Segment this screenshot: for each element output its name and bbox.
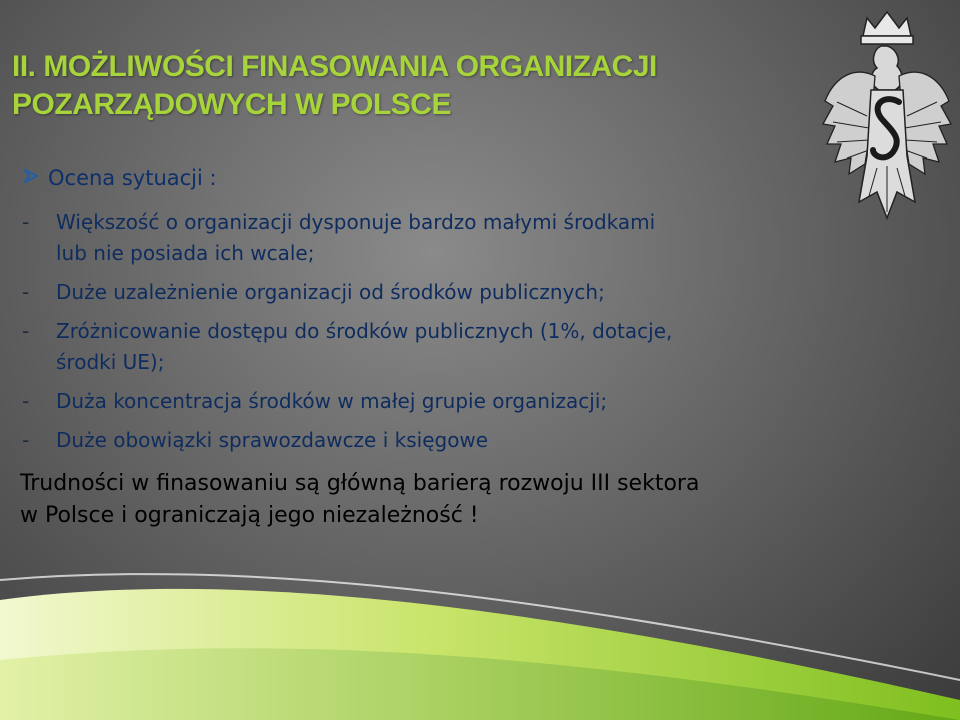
conclusion [20, 468, 902, 532]
item-dash: - [22, 319, 30, 343]
decorative-ribbon [0, 560, 960, 720]
title-line-1: II. MOŻLIWOŚCI FINASOWANIA ORGANIZACJI [12, 50, 657, 83]
list-item [22, 425, 902, 456]
item-line-2: lub nie posiada ich wcale; [56, 241, 315, 265]
item-dash: - [22, 389, 30, 413]
item-line-1: Duża koncentracja środków w małej grupie organizacji; [56, 389, 608, 413]
item-dash: - [22, 428, 30, 452]
lead-text: Ocena sytuacji : [48, 166, 217, 190]
item-text [56, 316, 672, 378]
item-text [56, 277, 605, 308]
item-text [56, 425, 488, 456]
list-item [22, 386, 902, 417]
arrowhead-icon [22, 166, 48, 190]
lead-bullet [22, 166, 902, 190]
item-dash: - [22, 210, 30, 234]
item-line-1: Większość o organizacji dysponuje bardzo małymi środkami [56, 210, 656, 234]
title-line-2: POZARZĄDOWYCH W POLSCE [12, 88, 451, 121]
item-line-2: środki UE); [56, 350, 165, 374]
item-line-1: Duże uzależnienie organizacji od środków publicznych; [56, 280, 605, 304]
item-line-1: Zróżnicowanie dostępu do środków publicznych (1%, dotacje, [56, 319, 673, 343]
list-item [22, 277, 902, 308]
item-text [56, 386, 607, 417]
item-text [56, 207, 655, 269]
list-item [22, 207, 902, 269]
item-line-1: Duże obowiązki sprawozdawcze i księgowe [56, 428, 489, 452]
conclusion-line-1: Trudności w finasowaniu są główną barierą rozwoju III sektora [20, 471, 700, 496]
item-dash: - [22, 280, 30, 304]
list-item [22, 316, 902, 378]
slide-content [22, 166, 902, 532]
slide-title [12, 48, 812, 124]
conclusion-line-2: w Polsce i ograniczają jego niezależność ! [20, 503, 479, 528]
